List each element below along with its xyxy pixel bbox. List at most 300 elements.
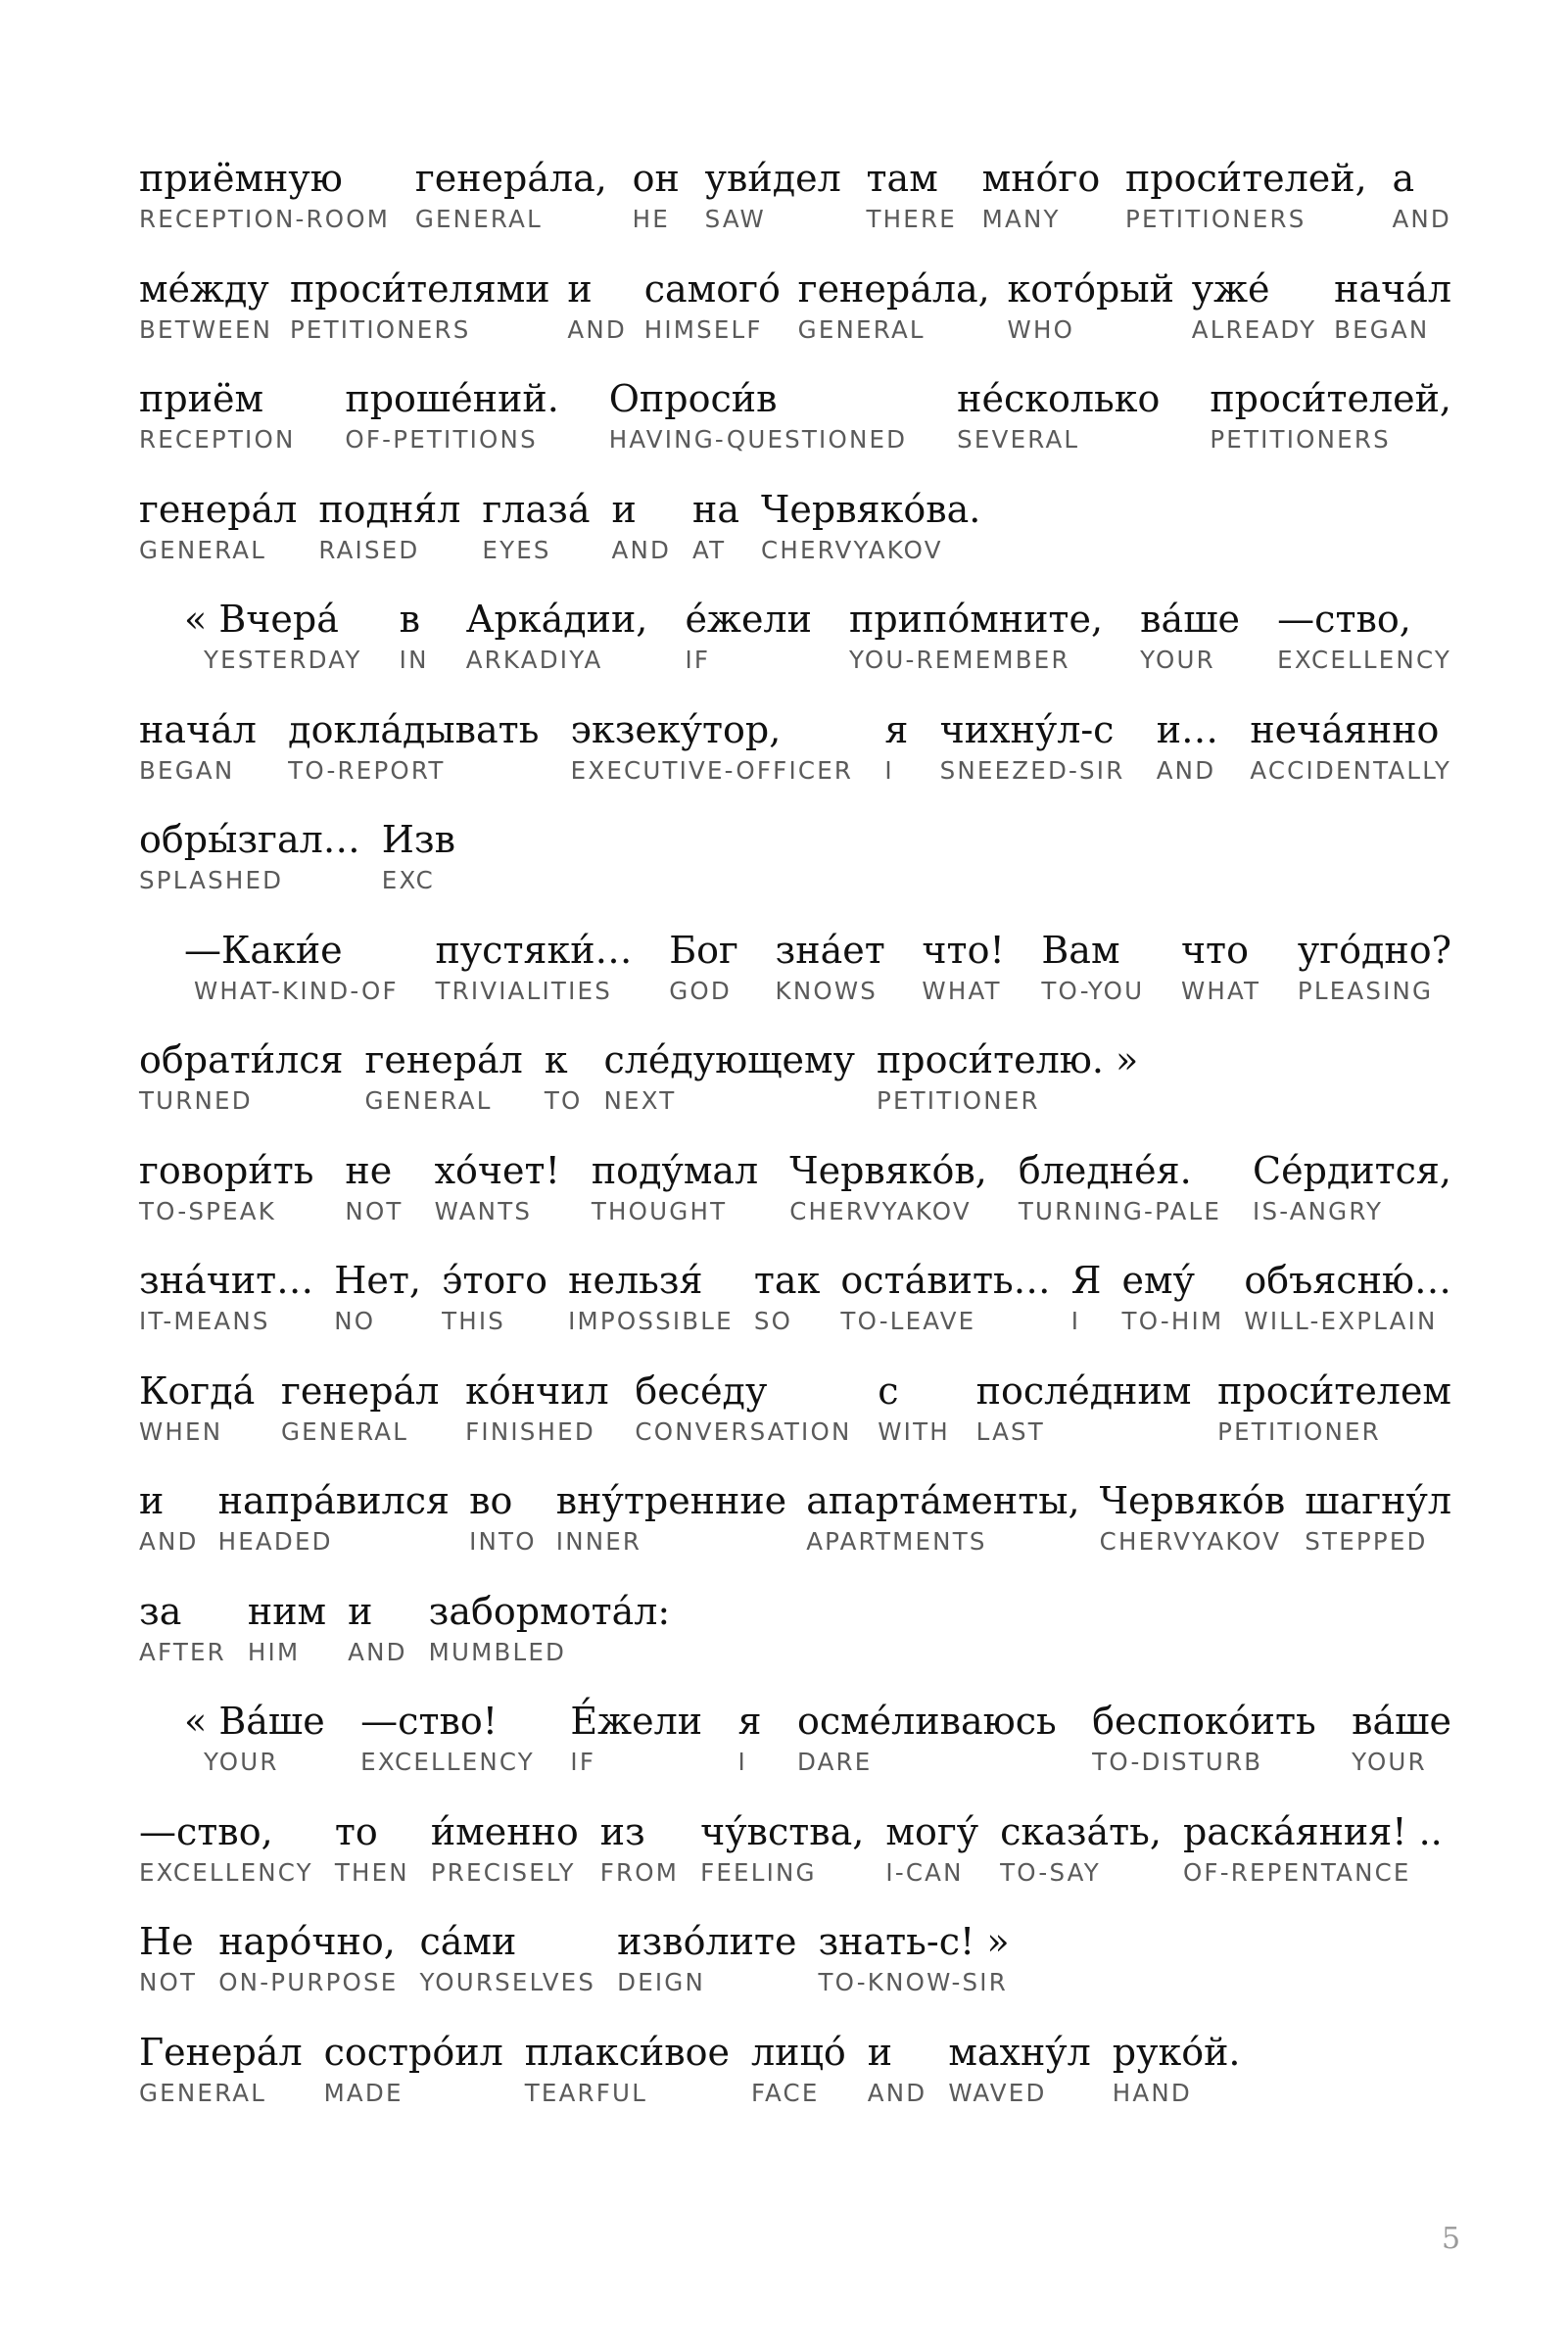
english-gloss: NO xyxy=(334,1307,376,1335)
russian-word: я xyxy=(737,1700,762,1743)
english-gloss: INTO xyxy=(469,1527,537,1556)
word-pair xyxy=(345,377,558,454)
english-gloss: THEN xyxy=(334,1857,409,1887)
word-pair xyxy=(324,2031,503,2107)
english-gloss: TO-YOU xyxy=(1041,976,1145,1005)
word-pair xyxy=(1183,1810,1443,1887)
word-pair xyxy=(218,1479,450,1556)
word-pair xyxy=(644,267,781,344)
word-pair xyxy=(218,1920,398,1996)
english-gloss: I xyxy=(737,1748,747,1776)
russian-word: вну́тренние xyxy=(555,1479,787,1522)
english-gloss: GENERAL xyxy=(281,1416,409,1446)
word-pair xyxy=(567,267,627,344)
english-gloss: TO-KNOW-SIR xyxy=(818,1968,1008,1996)
text-line xyxy=(139,708,1451,806)
russian-word: из xyxy=(599,1809,645,1853)
russian-word: э́того xyxy=(442,1259,548,1302)
english-gloss: DARE xyxy=(796,1748,873,1776)
russian-word: приём xyxy=(139,377,264,420)
russian-word: и… xyxy=(1156,707,1219,751)
english-gloss: THOUGHT xyxy=(591,1196,728,1225)
russian-word: неча́янно xyxy=(1250,707,1440,751)
russian-word: ва́ше xyxy=(1140,598,1241,641)
russian-word: не́сколько xyxy=(957,377,1161,420)
word-pair xyxy=(1041,929,1144,1005)
russian-word: зна́ет xyxy=(775,928,885,972)
russian-word: сказа́ть, xyxy=(1000,1809,1162,1853)
word-pair xyxy=(982,157,1101,233)
russian-word: —ство, xyxy=(1277,598,1411,641)
word-pair xyxy=(705,157,841,233)
english-gloss: IT-MEANS xyxy=(139,1307,270,1335)
word-pair xyxy=(1244,1259,1451,1335)
word-pair xyxy=(789,1149,987,1225)
english-gloss: TEARFUL xyxy=(524,2078,648,2107)
russian-word: а xyxy=(1392,157,1415,200)
english-gloss: PETITIONER xyxy=(876,1086,1040,1115)
russian-word: Когда́ xyxy=(139,1368,256,1413)
word-pair xyxy=(878,1369,950,1446)
english-gloss: HEADED xyxy=(217,1527,333,1556)
text-line xyxy=(184,929,1497,1027)
russian-word: поду́мал xyxy=(591,1148,759,1192)
russian-word: обрати́лся xyxy=(139,1038,344,1081)
russian-word: е́жели xyxy=(685,598,812,641)
english-gloss: YOUR xyxy=(1352,1748,1427,1776)
word-pair xyxy=(1298,929,1451,1005)
word-pair xyxy=(798,267,990,344)
russian-word: состро́ил xyxy=(323,2030,503,2074)
russian-word: генера́ла, xyxy=(797,266,990,311)
russian-word: Червяко́ва. xyxy=(761,487,981,531)
word-pair xyxy=(1277,598,1451,674)
russian-word: чихну́л-с xyxy=(939,707,1115,751)
text-line xyxy=(139,1590,1451,1688)
english-gloss: YOUR xyxy=(184,1748,279,1776)
english-gloss: LAST xyxy=(975,1416,1045,1446)
english-gloss: WHAT xyxy=(922,976,1002,1005)
english-gloss: FACE xyxy=(750,2078,820,2107)
english-gloss: TO-DISTURB xyxy=(1092,1748,1263,1776)
word-pair xyxy=(139,1259,313,1335)
russian-word: генера́л xyxy=(139,487,298,531)
english-gloss: CHERVYAKOV xyxy=(761,535,943,564)
english-gloss: EXC xyxy=(381,866,435,894)
russian-word: Генера́л xyxy=(139,2030,303,2074)
russian-word: самого́ xyxy=(643,266,781,311)
word-pair xyxy=(948,2031,1090,2107)
russian-word: приёмную xyxy=(139,157,343,200)
word-pair xyxy=(571,708,853,785)
russian-word: Опроси́в xyxy=(608,377,778,420)
word-pair xyxy=(867,157,957,233)
word-pair xyxy=(738,1700,762,1776)
english-gloss: BEGAN xyxy=(1334,314,1430,344)
russian-word: обры́згал… xyxy=(139,818,360,861)
word-pair xyxy=(922,929,1004,1005)
russian-word: генера́л xyxy=(364,1038,523,1081)
russian-word: проси́телями xyxy=(289,266,550,311)
word-pair xyxy=(633,157,680,233)
russian-word: и́менно xyxy=(430,1809,579,1853)
english-gloss: SPLASHED xyxy=(139,866,284,894)
english-gloss: WITH xyxy=(878,1416,950,1446)
word-pair xyxy=(419,1920,595,1996)
word-pair xyxy=(139,1479,199,1556)
word-pair xyxy=(382,818,455,894)
english-gloss: WAVED xyxy=(948,2078,1047,2107)
word-pair xyxy=(139,1369,255,1446)
text-line xyxy=(184,1700,1497,1798)
russian-word: и xyxy=(867,2030,893,2074)
english-gloss: AND xyxy=(139,1527,199,1556)
russian-word: забормота́л: xyxy=(428,1589,671,1633)
word-pair xyxy=(840,1259,1050,1335)
english-gloss: APARTMENTS xyxy=(806,1527,987,1556)
english-gloss: I xyxy=(1070,1307,1081,1335)
text-line xyxy=(139,488,1451,586)
russian-word: во xyxy=(469,1479,513,1522)
english-gloss: NEXT xyxy=(603,1086,677,1115)
russian-word: Червяко́в xyxy=(1099,1479,1286,1522)
russian-word: с xyxy=(878,1368,899,1413)
text-line xyxy=(139,157,1451,255)
english-gloss: MADE xyxy=(323,2078,404,2107)
english-gloss: WILL-EXPLAIN xyxy=(1244,1307,1438,1335)
word-pair xyxy=(592,1149,758,1225)
english-gloss: EXCELLENCY xyxy=(360,1748,535,1776)
word-pair xyxy=(1008,267,1174,344)
word-pair xyxy=(884,708,908,785)
russian-word: проси́телю. » xyxy=(876,1038,1139,1081)
english-gloss: HIM xyxy=(247,1637,301,1666)
russian-word: генера́ла, xyxy=(414,157,607,200)
english-gloss: IF xyxy=(570,1748,596,1776)
word-pair xyxy=(466,598,648,674)
russian-word: объясню́… xyxy=(1244,1259,1451,1302)
word-pair xyxy=(877,1038,1138,1115)
russian-word: генера́л xyxy=(281,1368,440,1413)
english-gloss: TO-REPORT xyxy=(288,755,446,785)
russian-word: шагну́л xyxy=(1305,1479,1451,1522)
russian-word: уго́дно? xyxy=(1297,928,1451,972)
text-line xyxy=(139,1810,1451,1908)
english-gloss: AND xyxy=(567,314,627,344)
english-gloss: AND xyxy=(348,1637,407,1666)
russian-word: напра́вился xyxy=(217,1479,451,1522)
russian-word: пустяки́… xyxy=(435,928,633,972)
russian-word: бесе́ду xyxy=(635,1368,768,1413)
english-gloss: WHAT-KIND-OF xyxy=(184,976,399,1005)
word-pair xyxy=(570,1700,702,1776)
russian-word: проси́телей, xyxy=(1210,377,1451,420)
english-gloss: SNEEZED-SIR xyxy=(939,755,1125,785)
english-gloss: RAISED xyxy=(318,535,420,564)
word-pair xyxy=(635,1369,851,1446)
english-gloss: THIS xyxy=(442,1307,506,1335)
english-gloss: PETITIONER xyxy=(1217,1416,1381,1446)
russian-word: нельзя́ xyxy=(568,1259,703,1302)
word-pair xyxy=(482,488,590,564)
russian-word: говори́ть xyxy=(139,1148,314,1192)
english-gloss: TO xyxy=(544,1086,583,1115)
english-gloss: HAND xyxy=(1112,2078,1192,2107)
word-pair xyxy=(415,157,607,233)
english-gloss: AND xyxy=(1392,205,1451,233)
text-line xyxy=(139,1369,1451,1467)
russian-word: я xyxy=(884,707,909,751)
english-gloss: EXCELLENCY xyxy=(139,1857,313,1887)
word-pair xyxy=(692,488,739,564)
word-pair xyxy=(609,377,907,454)
word-pair xyxy=(617,1920,796,1996)
word-pair xyxy=(1071,1259,1102,1335)
word-pair xyxy=(1334,267,1451,344)
word-pair xyxy=(139,267,272,344)
word-pair xyxy=(1305,1479,1451,1556)
russian-word: после́дним xyxy=(975,1368,1192,1413)
english-gloss: WHO xyxy=(1007,314,1075,344)
english-gloss: TO-LEAVE xyxy=(840,1307,976,1335)
word-pair xyxy=(568,1259,734,1335)
word-pair xyxy=(184,929,399,1005)
russian-word: экзеку́тор, xyxy=(570,707,782,751)
russian-word: беспоко́ить xyxy=(1092,1700,1316,1743)
russian-word: и xyxy=(348,1589,373,1633)
english-gloss: PLEASING xyxy=(1297,976,1434,1005)
english-gloss: GENERAL xyxy=(139,2078,267,2107)
english-gloss: THERE xyxy=(866,205,957,233)
word-pair xyxy=(525,2031,730,2107)
word-pair xyxy=(400,598,429,674)
russian-word: не xyxy=(345,1148,393,1192)
word-pair xyxy=(288,708,539,785)
russian-word: лицо́ xyxy=(750,2030,846,2074)
word-pair xyxy=(139,1810,313,1887)
russian-word: апарта́менты, xyxy=(806,1479,1080,1522)
word-pair xyxy=(318,488,460,564)
word-pair xyxy=(435,1149,560,1225)
english-gloss: NOT xyxy=(139,1968,198,1996)
text-line xyxy=(139,818,1451,916)
russian-word: Е́жели xyxy=(570,1700,703,1743)
text-line xyxy=(139,1479,1451,1577)
word-pair xyxy=(751,2031,846,2107)
word-pair xyxy=(360,1700,535,1776)
russian-word: —ство, xyxy=(139,1809,273,1853)
english-gloss: ARKADIYA xyxy=(465,646,603,674)
page-number: 5 xyxy=(1442,2222,1461,2256)
russian-word: руко́й. xyxy=(1112,2030,1241,2074)
russian-word: так xyxy=(753,1259,821,1302)
english-gloss: MANY xyxy=(981,205,1061,233)
russian-word: Червяко́в, xyxy=(789,1148,987,1192)
text-line xyxy=(139,1920,1451,2018)
russian-word: припо́мните, xyxy=(849,598,1104,641)
word-pair xyxy=(364,1038,522,1115)
word-pair xyxy=(281,1369,439,1446)
text-line xyxy=(139,377,1451,475)
word-pair xyxy=(248,1590,326,1666)
english-gloss: ACCIDENTALLY xyxy=(1250,755,1451,785)
russian-word: раска́яния! .. xyxy=(1182,1809,1443,1853)
english-gloss: OF-PETITIONS xyxy=(345,425,538,454)
word-pair xyxy=(1392,157,1451,233)
russian-word: могу́ xyxy=(885,1809,979,1853)
word-pair xyxy=(1253,1149,1451,1225)
english-gloss: GOD xyxy=(669,976,732,1005)
word-pair xyxy=(1352,1700,1451,1776)
english-gloss: GENERAL xyxy=(797,314,926,344)
russian-word: уви́дел xyxy=(704,157,841,200)
word-pair xyxy=(1000,1810,1162,1887)
word-pair xyxy=(139,818,360,894)
word-pair xyxy=(1181,929,1260,1005)
word-pair xyxy=(429,1590,671,1666)
english-gloss: BETWEEN xyxy=(139,314,273,344)
english-gloss: SO xyxy=(753,1307,793,1335)
english-gloss: YOURSELVES xyxy=(419,1968,596,1996)
text-line xyxy=(139,267,1451,365)
word-pair xyxy=(700,1810,864,1887)
english-gloss: HE xyxy=(632,205,670,233)
english-gloss: GENERAL xyxy=(414,205,543,233)
word-pair xyxy=(957,377,1160,454)
russian-word: что! xyxy=(922,928,1005,972)
russian-word: —ство! xyxy=(360,1700,499,1743)
russian-word: знать-с! » xyxy=(818,1920,1010,1963)
word-pair xyxy=(184,1700,325,1776)
english-gloss: TURNING-PALE xyxy=(1018,1196,1221,1225)
word-pair xyxy=(345,1149,403,1225)
english-gloss: FINISHED xyxy=(465,1416,595,1446)
russian-word: на xyxy=(692,487,740,531)
word-pair xyxy=(806,1479,1079,1556)
english-gloss: TURNED xyxy=(139,1086,253,1115)
english-gloss: PETITIONERS xyxy=(1210,425,1391,454)
english-gloss: MUMBLED xyxy=(428,1637,567,1666)
word-pair xyxy=(849,598,1103,674)
english-gloss: OF-REPENTANCE xyxy=(1182,1857,1411,1887)
english-gloss: TO-SPEAK xyxy=(139,1196,277,1225)
text-line xyxy=(139,1038,1451,1136)
word-pair xyxy=(1250,708,1451,785)
word-pair xyxy=(600,1810,679,1887)
english-gloss: HIMSELF xyxy=(643,314,763,344)
russian-word: глаза́ xyxy=(482,487,591,531)
english-gloss: IMPOSSIBLE xyxy=(568,1307,734,1335)
russian-word: плакси́вое xyxy=(524,2030,730,2074)
english-gloss: AT xyxy=(692,535,727,564)
russian-word: изво́лите xyxy=(617,1920,797,1963)
russian-word: —Каки́е xyxy=(184,928,343,972)
english-gloss: SAW xyxy=(704,205,766,233)
word-pair xyxy=(139,488,297,564)
english-gloss: HAVING-QUESTIONED xyxy=(608,425,908,454)
word-pair xyxy=(435,929,632,1005)
russian-word: проси́телей, xyxy=(1124,157,1367,200)
word-pair xyxy=(334,1259,421,1335)
english-gloss: IS-ANGRY xyxy=(1253,1196,1384,1225)
word-pair xyxy=(556,1479,786,1556)
russian-word: докла́дывать xyxy=(288,707,540,751)
russian-word: к xyxy=(544,1038,568,1081)
english-gloss: ALREADY xyxy=(1191,314,1317,344)
russian-word: ему́ xyxy=(1121,1259,1195,1302)
russian-word: ме́жду xyxy=(139,266,269,311)
english-gloss: YESTERDAY xyxy=(184,646,362,674)
text-line xyxy=(139,1259,1451,1357)
english-gloss: EXECUTIVE-OFFICER xyxy=(570,755,854,785)
russian-word: махну́л xyxy=(948,2030,1091,2074)
russian-word: « Ва́ше xyxy=(184,1700,325,1743)
russian-word: он xyxy=(632,157,680,200)
english-gloss: DEIGN xyxy=(617,1968,706,1996)
word-pair xyxy=(603,1038,854,1115)
russian-word: Я xyxy=(1070,1259,1102,1302)
english-gloss: I-CAN xyxy=(885,1857,964,1887)
russian-word: чу́вства, xyxy=(700,1809,865,1853)
english-gloss: AND xyxy=(1156,755,1216,785)
word-pair xyxy=(686,598,812,674)
english-gloss: WHEN xyxy=(139,1416,223,1446)
english-gloss: GENERAL xyxy=(364,1086,493,1115)
english-gloss: INNER xyxy=(555,1527,642,1556)
word-pair xyxy=(139,377,295,454)
word-pair xyxy=(139,157,390,233)
english-gloss: AND xyxy=(611,535,672,564)
russian-word: зна́чит… xyxy=(139,1259,314,1302)
russian-word: проше́ний. xyxy=(345,377,559,420)
russian-word: Нет, xyxy=(334,1259,421,1302)
russian-word: ко́нчил xyxy=(465,1368,609,1413)
english-gloss: IF xyxy=(685,646,711,674)
english-gloss: ON-PURPOSE xyxy=(218,1968,399,1996)
russian-word: Се́рдится, xyxy=(1253,1148,1451,1192)
russian-word: там xyxy=(866,157,938,200)
russian-word: Арка́дии, xyxy=(465,598,648,641)
english-gloss: YOU-REMEMBER xyxy=(849,646,1070,674)
text-line xyxy=(184,598,1497,696)
english-gloss: TRIVIALITIES xyxy=(435,976,612,1005)
english-gloss: NOT xyxy=(345,1196,404,1225)
russian-word: Не xyxy=(139,1920,194,1963)
russian-word: уже́ xyxy=(1191,266,1270,311)
russian-word: нача́л xyxy=(139,707,257,751)
word-pair xyxy=(465,1369,609,1446)
russian-word: и xyxy=(611,487,637,531)
word-pair xyxy=(139,708,257,785)
word-pair xyxy=(139,1038,343,1115)
word-pair xyxy=(348,1590,407,1666)
russian-word: и xyxy=(139,1479,165,1522)
english-gloss: WANTS xyxy=(434,1196,533,1225)
word-pair xyxy=(442,1259,547,1335)
word-pair xyxy=(545,1038,583,1115)
word-pair xyxy=(290,267,550,344)
russian-word: Бог xyxy=(669,928,738,972)
word-pair xyxy=(1113,2031,1241,2107)
english-gloss: CHERVYAKOV xyxy=(789,1196,972,1225)
word-pair xyxy=(761,488,980,564)
english-gloss: CONVERSATION xyxy=(635,1416,852,1446)
word-pair xyxy=(1122,1259,1224,1335)
english-gloss: TO-SAY xyxy=(1000,1857,1101,1887)
russian-word: наро́чно, xyxy=(218,1920,396,1963)
word-pair xyxy=(139,1920,197,1996)
word-pair xyxy=(797,1700,1057,1776)
